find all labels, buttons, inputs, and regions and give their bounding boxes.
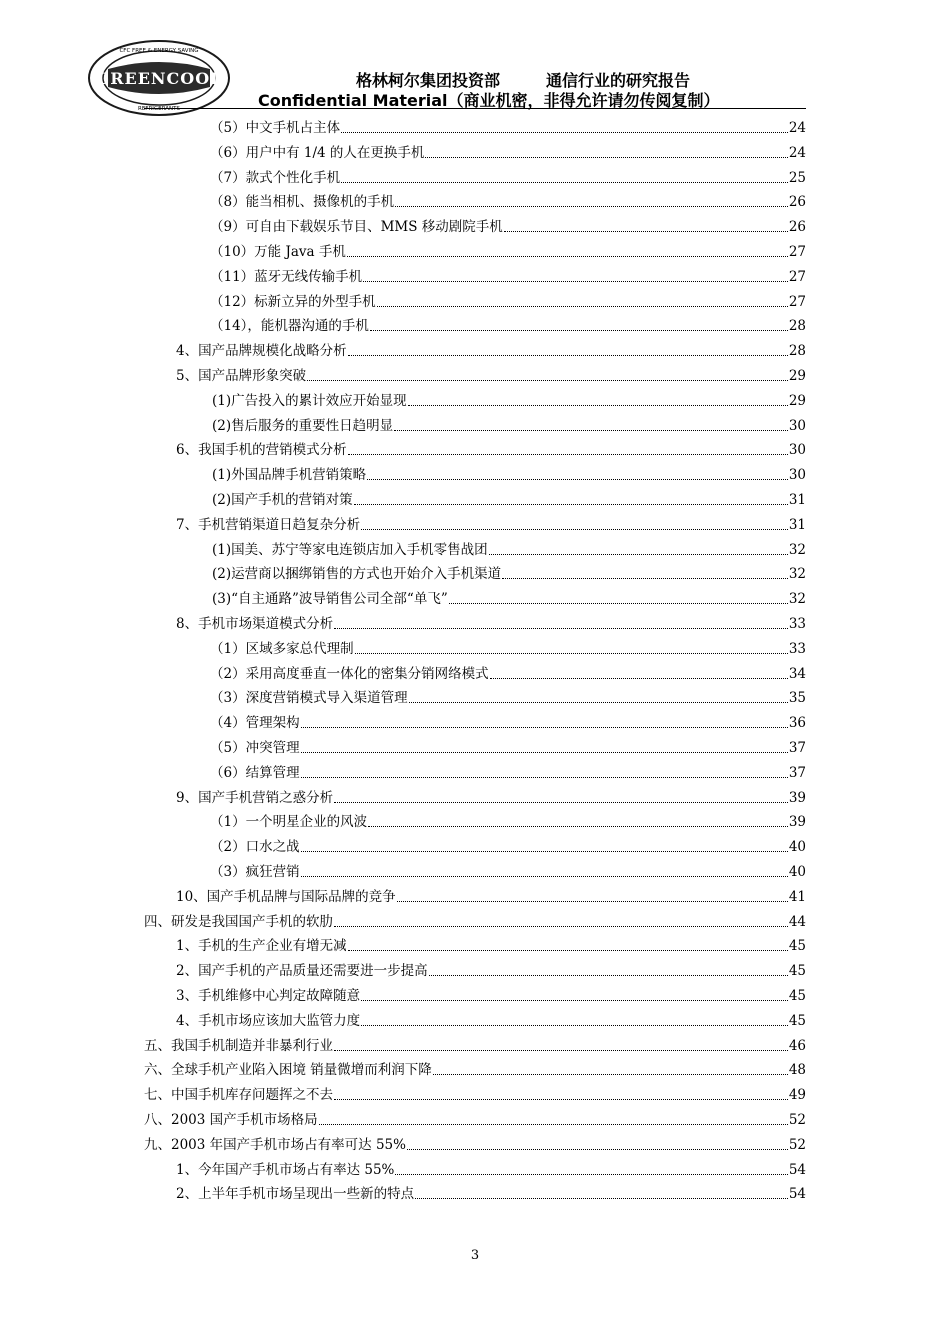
toc-entry[interactable]	[210, 190, 806, 212]
toc-entry-page: 24	[788, 144, 806, 161]
toc-entry-title: 8、手机市场渠道模式分析	[176, 616, 334, 632]
toc-entry-title: （1）区域多家总代理制	[210, 640, 354, 657]
toc-entry-title: 六、全球手机产业陷入困境 销量微增而利润下降	[144, 1062, 432, 1079]
toc-entry[interactable]	[144, 910, 806, 932]
toc-dot-leader	[334, 627, 788, 629]
toc-entry-page: 28	[788, 318, 806, 335]
toc-entry-title: （2）口水之战	[210, 839, 300, 856]
header-report-title: 通信行业的研究报告	[546, 71, 691, 90]
toc-entry-title: (3)“自主通路”波导销售公司全部“单飞”	[212, 591, 448, 608]
toc-entry[interactable]	[210, 860, 806, 882]
toc-entry-page: 52	[788, 1112, 806, 1128]
toc-entry[interactable]	[176, 364, 806, 386]
toc-entry[interactable]	[176, 513, 806, 535]
toc-dot-leader	[449, 602, 788, 604]
toc-entry[interactable]	[144, 1133, 806, 1155]
toc-entry[interactable]	[212, 562, 806, 584]
toc-dot-leader	[367, 478, 788, 480]
toc-entry-title: 九、2003 年国产手机市场占有率可达 55%	[144, 1136, 406, 1153]
toc-entry-title: 9、国产手机营销之惑分析	[176, 789, 334, 806]
toc-entry-page: 37	[788, 764, 806, 781]
toc-entry-page: 45	[788, 963, 806, 980]
toc-entry-page: 48	[788, 1062, 806, 1079]
toc-entry[interactable]	[210, 290, 806, 312]
toc-dot-leader	[354, 503, 788, 505]
toc-dot-leader	[334, 1049, 788, 1051]
page-number: 3	[470, 1248, 480, 1263]
toc-entry-page: 32	[788, 566, 806, 583]
toc-entry-page: 39	[788, 814, 806, 831]
toc-entry[interactable]	[210, 761, 806, 783]
toc-entry-page: 45	[788, 1012, 806, 1029]
header-confidential: Confidential Material（商业机密，非得允许请勿传阅复制）	[258, 91, 720, 110]
toc-entry[interactable]	[176, 885, 806, 907]
toc-entry[interactable]	[212, 587, 806, 609]
toc-entry[interactable]	[210, 116, 806, 138]
toc-entry-title: （4）管理架构	[210, 715, 300, 732]
toc-dot-leader	[409, 701, 788, 703]
toc-dot-leader	[502, 577, 788, 579]
toc-entry[interactable]	[144, 1083, 806, 1105]
toc-dot-leader	[348, 354, 788, 356]
toc-entry-page: 45	[788, 988, 806, 1004]
toc-entry-page: 37	[788, 740, 806, 756]
toc-entry-title: （8）能当相机、摄像机的手机	[210, 194, 395, 211]
toc-entry[interactable]	[176, 612, 806, 634]
toc-dot-leader	[334, 801, 788, 803]
toc-entry-page: 45	[788, 938, 806, 955]
toc-entry[interactable]	[210, 314, 806, 336]
toc-entry[interactable]	[210, 810, 806, 832]
toc-entry-page: 31	[788, 516, 806, 533]
toc-dot-leader	[319, 1123, 788, 1125]
toc-entry-title: (1)外国品牌手机营销策略	[212, 467, 367, 484]
toc-entry[interactable]	[176, 984, 806, 1006]
toc-entry-title: 五、我国手机制造并非暴利行业	[144, 1037, 333, 1054]
toc-dot-leader	[348, 453, 788, 455]
toc-entry-page: 52	[788, 1136, 806, 1153]
toc-entry-title: 八、2003 国产手机市场格局	[144, 1112, 318, 1128]
toc-entry-page: 34	[788, 665, 806, 682]
toc-entry-page: 30	[788, 467, 806, 484]
toc-entry-title: (2)售后服务的重要性日趋明显	[212, 417, 394, 434]
toc-dot-leader	[334, 1098, 788, 1100]
toc-entry-page: 54	[788, 1161, 806, 1178]
toc-entry-page: 32	[788, 591, 806, 608]
toc-entry-page: 44	[788, 913, 806, 930]
toc-dot-leader	[370, 329, 788, 331]
toc-entry-title: （3）深度营销模式导入渠道管理	[210, 690, 408, 707]
toc-dot-leader	[425, 156, 787, 158]
toc-entry[interactable]	[212, 414, 806, 436]
toc-entry[interactable]	[212, 389, 806, 411]
toc-entry-page: 32	[788, 541, 806, 558]
toc-entry[interactable]	[210, 835, 806, 857]
toc-entry[interactable]	[212, 488, 806, 510]
toc-entry-page: 26	[788, 219, 806, 236]
toc-dot-leader	[301, 776, 788, 778]
toc-dot-leader	[415, 1197, 788, 1199]
toc-entry-title: （7）款式个性化手机	[210, 169, 341, 186]
toc-dot-leader	[361, 1024, 788, 1026]
toc-dot-leader	[429, 974, 788, 976]
toc-entry-title: 7、手机营销渠道日趋复杂分析	[176, 516, 361, 533]
greencool-logo	[86, 38, 232, 118]
toc-dot-leader	[394, 429, 788, 431]
toc-dot-leader	[334, 925, 788, 927]
toc-dot-leader	[307, 379, 788, 381]
toc-entry-page: 46	[788, 1037, 806, 1054]
toc-dot-leader	[490, 677, 788, 679]
toc-entry-title: 10、国产手机品牌与国际品牌的竞争	[176, 888, 396, 905]
toc-entry-title: (1)国美、苏宁等家电连锁店加入手机零售战团	[212, 541, 488, 558]
toc-entry-title: 3、手机维修中心判定故障随意	[176, 988, 361, 1004]
toc-entry-title: （1）一个明星企业的风波	[210, 814, 368, 831]
toc-entry-page: 24	[788, 120, 806, 136]
toc-entry-page: 41	[788, 888, 806, 905]
toc-dot-leader	[408, 404, 788, 406]
toc-dot-leader	[361, 999, 788, 1001]
toc-entry-title: 四、研发是我国国产手机的软肋	[144, 913, 333, 930]
toc-entry-title: 6、我国手机的营销模式分析	[176, 442, 347, 459]
toc-entry-page: 33	[788, 616, 806, 632]
toc-entry-page: 40	[788, 864, 806, 880]
toc-entry[interactable]	[212, 463, 806, 485]
toc-entry-title: 1、手机的生产企业有增无减	[176, 938, 347, 955]
toc-entry[interactable]	[176, 786, 806, 808]
toc-entry-page: 33	[788, 640, 806, 657]
toc-entry[interactable]	[210, 240, 806, 262]
toc-entry-title: 七、中国手机库存问题挥之不去	[144, 1087, 333, 1104]
toc-entry[interactable]	[144, 1108, 806, 1130]
header-company: 格林柯尔集团投资部	[356, 71, 501, 90]
toc-entry-title: （10）万能 Java 手机	[210, 244, 346, 260]
toc-entry[interactable]	[176, 339, 806, 361]
toc-entry-title: （5）中文手机占主体	[210, 120, 341, 136]
toc-dot-leader	[347, 255, 788, 257]
toc-entry-page: 27	[788, 268, 806, 285]
toc-entry-page: 29	[788, 392, 806, 409]
toc-dot-leader	[341, 131, 788, 133]
toc-entry[interactable]	[176, 959, 806, 981]
toc-dot-leader	[395, 1173, 787, 1175]
toc-dot-leader	[368, 825, 788, 827]
toc-entry-title: （14），能机器沟通的手机	[210, 318, 369, 335]
toc-entry[interactable]	[210, 166, 806, 188]
toc-entry-title: 2、国产手机的产品质量还需要进一步提高	[176, 963, 428, 980]
toc-entry-page: 27	[788, 244, 806, 260]
toc-dot-leader	[301, 751, 788, 753]
toc-entry[interactable]	[212, 538, 806, 560]
toc-entry[interactable]	[176, 1158, 806, 1180]
toc-dot-leader	[489, 553, 788, 555]
toc-entry-title: （3）疯狂营销	[210, 864, 300, 880]
header-rule	[144, 108, 806, 109]
toc-entry-title: 2、上半年手机市场呈现出一些新的特点	[176, 1186, 415, 1203]
toc-dot-leader	[363, 280, 788, 282]
toc-entry[interactable]	[210, 637, 806, 659]
toc-entry[interactable]	[210, 662, 806, 684]
toc-entry-title: （11）蓝牙无线传输手机	[210, 268, 363, 285]
toc-entry-title: （6）用户中有 1/4 的人在更换手机	[210, 144, 425, 161]
toc-entry-title: (2)国产手机的营销对策	[212, 492, 353, 508]
toc-dot-leader	[301, 875, 788, 877]
toc-entry-title: 1、今年国产手机市场占有率达 55%	[176, 1161, 395, 1178]
toc-entry-page: 25	[788, 169, 806, 186]
toc-dot-leader	[361, 528, 788, 530]
toc-dot-leader	[407, 1148, 788, 1150]
toc-entry[interactable]	[144, 1034, 806, 1056]
toc-entry-page: 35	[788, 690, 806, 707]
toc-entry[interactable]	[176, 1182, 806, 1204]
toc-entry-page: 39	[788, 789, 806, 806]
toc-entry[interactable]	[210, 215, 806, 237]
toc-entry-title: (2)运营商以捆绑销售的方式也开始介入手机渠道	[212, 566, 502, 583]
toc-entry-title: （5）冲突管理	[210, 740, 300, 756]
toc-dot-leader	[433, 1073, 788, 1075]
toc-entry-page: 36	[788, 715, 806, 732]
toc-entry-page: 54	[788, 1186, 806, 1203]
toc-entry-title: 5、国产品牌形象突破	[176, 368, 307, 384]
toc-dot-leader	[301, 726, 788, 728]
toc-entry-title: （9）可自由下载娱乐节目、MMS 移动剧院手机	[210, 219, 503, 236]
toc-dot-leader	[397, 900, 788, 902]
logo-top-text: CFC FREE & ENERGY SAVING	[119, 48, 199, 54]
toc-dot-leader	[301, 850, 788, 852]
toc-entry-title: （12）标新立异的外型手机	[210, 293, 376, 310]
toc-entry-page: 30	[788, 417, 806, 434]
toc-entry-title: 4、国产品牌规模化战略分析	[176, 343, 347, 360]
toc-dot-leader	[377, 305, 788, 307]
toc-entry-title: (1)广告投入的累计效应开始显现	[212, 392, 407, 409]
toc-entry-title: （6）结算管理	[210, 764, 300, 781]
logo-wordmark: GREENCOOL	[95, 69, 223, 88]
toc-dot-leader	[341, 181, 788, 183]
toc-entry-title: （2）采用高度垂直一体化的密集分销网络模式	[210, 665, 489, 682]
toc-entry-page: 27	[788, 293, 806, 310]
toc-entry-page: 40	[788, 839, 806, 856]
toc-entry[interactable]	[210, 736, 806, 758]
toc-entry-title: 4、手机市场应该加大监管力度	[176, 1012, 361, 1029]
toc-entry[interactable]	[210, 711, 806, 733]
toc-entry[interactable]	[144, 1058, 806, 1080]
toc-entry[interactable]	[176, 438, 806, 460]
toc-dot-leader	[395, 205, 788, 207]
toc-entry-page: 28	[788, 343, 806, 360]
logo-bottom-text: REFRIGERANTS	[138, 106, 180, 112]
toc-entry-page: 29	[788, 368, 806, 384]
toc-entry[interactable]	[176, 934, 806, 956]
toc-entry-page: 31	[788, 492, 806, 508]
toc-entry[interactable]	[210, 141, 806, 163]
toc-dot-leader	[504, 230, 788, 232]
toc-entry-page: 30	[788, 442, 806, 459]
toc-entry[interactable]	[210, 686, 806, 708]
toc-entry-page: 49	[788, 1087, 806, 1104]
toc-entry-page: 26	[788, 194, 806, 211]
toc-dot-leader	[348, 949, 788, 951]
toc-entry[interactable]	[176, 1009, 806, 1031]
toc-entry[interactable]	[210, 265, 806, 287]
toc-dot-leader	[355, 652, 788, 654]
